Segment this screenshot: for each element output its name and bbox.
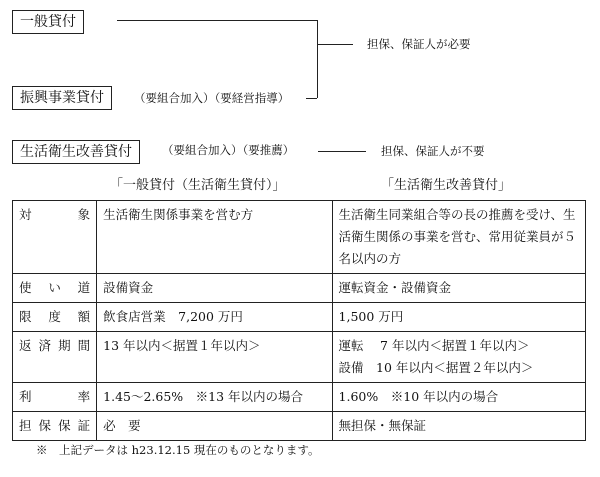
table-row-target: [13, 201, 586, 274]
promotion-loan-box: 振興事業貸付: [12, 86, 112, 110]
promotion-loan-notes: （要組合加入）（要経営指導）: [134, 91, 290, 105]
table-row-collateral: [13, 412, 586, 441]
table-row-use: [13, 274, 586, 303]
bracket-output: [317, 44, 353, 45]
general-loan-box: 一般貸付: [12, 10, 84, 34]
row-label: 使い道: [13, 274, 97, 303]
connector-improvement: [318, 151, 366, 152]
repayment-operating-line: 運転 7 年以内＜据置１年以内＞: [338, 338, 530, 353]
footnote: ※ 上記データは h23.12.15 現在のものとなります。: [36, 443, 320, 457]
general-cell: 13 年以内＜据置１年以内＞: [97, 332, 332, 383]
improvement-cell: 無担保・無保証: [332, 412, 585, 441]
general-cell: 飲食店営業 7,200 万円: [97, 303, 332, 332]
table-row-limit: [13, 303, 586, 332]
repayment-equipment-line: 設備 10 年以内＜据置２年以内＞: [338, 360, 534, 375]
general-cell: 設備資金: [97, 274, 332, 303]
improvement-cell: 生活衛生同業組合等の長の推薦を受け、生活衛生関係の事業を営む、常用従業員が５名以内の方: [332, 201, 585, 274]
improvement-cell: 運転資金・設備資金: [332, 274, 585, 303]
row-label: 対 象: [13, 201, 97, 274]
header-general: 「一般貸付（生活衛生貸付）」: [110, 178, 286, 193]
table-row-rate: [13, 383, 586, 412]
bracket-vertical: [317, 20, 318, 98]
improvement-cell: 1,500 万円: [332, 303, 585, 332]
general-cell: 1.45～2.65% ※13 年以内の場合: [97, 383, 332, 412]
connector-promotion: [306, 98, 317, 99]
bottom-requirement-text: 担保、保証人が不要: [381, 144, 485, 158]
improvement-loan-box: 生活衛生改善貸付: [12, 140, 140, 164]
general-cell: 生活衛生関係事業を営む方: [97, 201, 332, 274]
improvement-loan-notes: （要組合加入）（要推薦）: [162, 143, 295, 157]
row-label: 利 率: [13, 383, 97, 412]
row-label: 担保保証: [13, 412, 97, 441]
table-row-repayment: [13, 332, 586, 383]
improvement-cell: [332, 332, 585, 383]
connector-general: [117, 20, 317, 21]
general-cell: 必 要: [97, 412, 332, 441]
comparison-table: [12, 200, 586, 441]
top-requirement-text: 担保、保証人が必要: [367, 37, 471, 51]
row-label: 限度額: [13, 303, 97, 332]
improvement-cell: 1.60% ※10 年以内の場合: [332, 383, 585, 412]
row-label: 返済期間: [13, 332, 97, 383]
header-improvement: 「生活衛生改善貸付」: [381, 178, 512, 193]
